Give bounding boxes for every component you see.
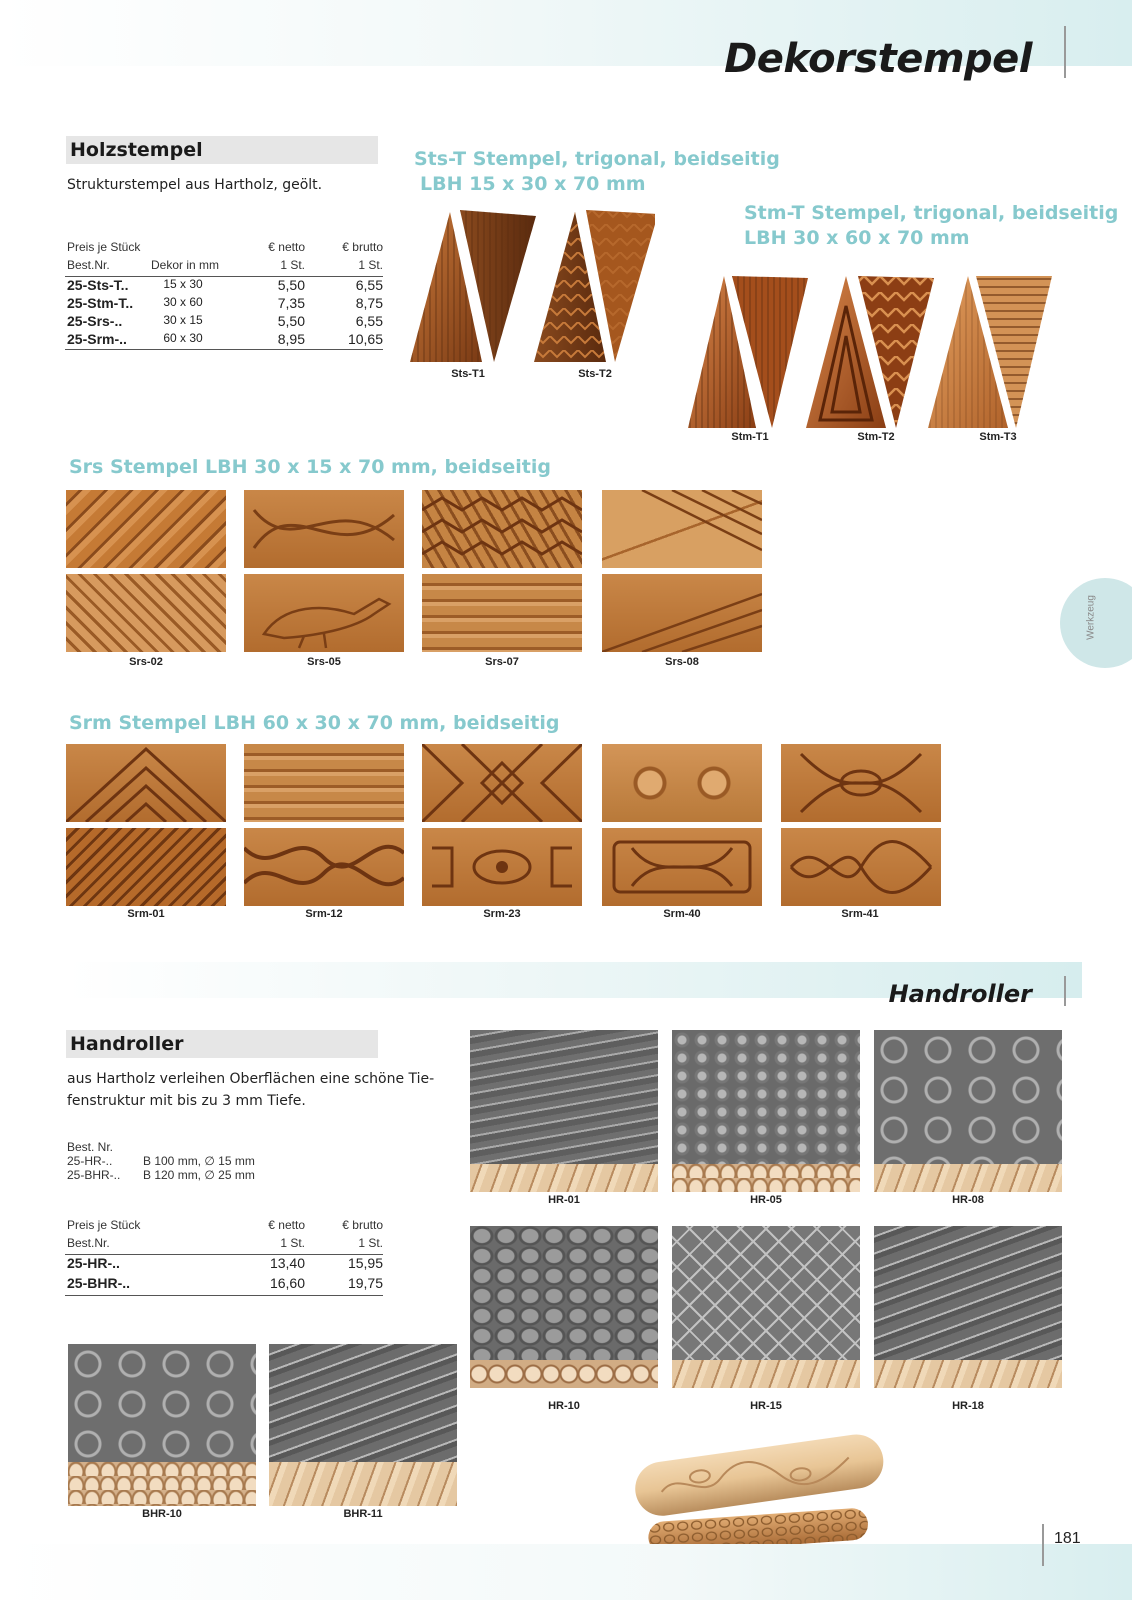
diamond-motif	[422, 744, 582, 822]
srs-02-bottom-image	[66, 574, 226, 652]
handroller-spec: Best. Nr. 25-HR-.. B 100 mm, ∅ 15 mm 25-BHR-.. B 120 mm, ∅ 25 mm	[67, 1140, 327, 1182]
large-roller	[632, 1431, 887, 1519]
handroller-price-table	[65, 1218, 383, 1296]
srm-40-top-image	[602, 744, 762, 822]
table-row: 25-BHR-.. 16,60 19,75	[67, 1275, 383, 1291]
srs-05-top-image	[244, 490, 404, 568]
item-caption: Srs-07	[485, 656, 519, 668]
srm-40-bottom-image	[602, 828, 762, 906]
srm-heading: Srm Stempel LBH 60 x 30 x 70 mm, beidseitig	[69, 712, 560, 734]
item-caption: HR-01	[548, 1194, 580, 1206]
braid-motif	[244, 490, 404, 568]
table-row: 25-Srm-.. 60 x 30 8,95 10,65	[67, 331, 383, 347]
hr-01-image	[470, 1030, 658, 1192]
item-caption: Srm-41	[841, 908, 879, 920]
srm-12-top-image	[244, 744, 404, 822]
srs-08-bottom-image	[602, 574, 762, 652]
spec-row: 25-HR-.. B 100 mm, ∅ 15 mm	[67, 1154, 255, 1168]
item-caption: Srs-08	[665, 656, 699, 668]
roller-strip	[874, 1360, 1062, 1388]
item-caption: Srs-05	[307, 656, 341, 668]
table-header-row: Preis je Stück € netto € brutto	[67, 240, 383, 254]
srs-08-top-image	[602, 490, 762, 568]
srs-05-bottom-image	[244, 574, 404, 652]
item-caption: Srm-01	[127, 908, 165, 920]
knot-motif	[781, 744, 941, 822]
table-rule	[65, 349, 383, 350]
table-row: 25-Srs-.. 30 x 15 5,50 6,55	[67, 313, 383, 329]
hr-05-image	[672, 1030, 860, 1192]
table-row: 25-HR-.. 13,40 15,95	[67, 1255, 383, 1271]
srs-02-top-image	[66, 490, 226, 568]
item-caption: Srm-23	[483, 908, 521, 920]
item-caption: Stm-T2	[857, 431, 895, 443]
item-caption: HR-08	[952, 1194, 984, 1206]
srs-07-bottom-image	[422, 574, 582, 652]
bhr-10-image	[68, 1344, 256, 1506]
roller-strip	[269, 1462, 457, 1506]
knot-motif	[781, 828, 941, 906]
handroller-banner-title: Handroller	[888, 980, 1032, 1008]
page-number: 181	[1054, 1530, 1081, 1547]
zigzag-motif	[422, 490, 582, 568]
srm-01-bottom-image	[66, 828, 226, 906]
hr-15-image	[672, 1226, 860, 1388]
stripes-motif	[602, 574, 762, 652]
srs-heading: Srs Stempel LBH 30 x 15 x 70 mm, beidseitig	[69, 456, 551, 478]
holzstempel-heading: Holzstempel	[66, 136, 378, 164]
roller-strip	[68, 1462, 256, 1506]
roller-strip	[672, 1360, 860, 1388]
bhr-11-image	[269, 1344, 457, 1506]
item-caption: HR-18	[952, 1400, 984, 1412]
srm-01-top-image	[66, 744, 226, 822]
table-row: 25-Sts-T.. 15 x 30 5,50 6,55	[67, 277, 383, 293]
spec-row: 25-BHR-.. B 120 mm, ∅ 25 mm	[67, 1168, 255, 1182]
item-caption: Sts-T1	[451, 368, 485, 380]
item-caption: HR-05	[750, 1194, 782, 1206]
table-rule	[65, 1295, 383, 1296]
item-caption: HR-15	[750, 1400, 782, 1412]
title-divider	[1064, 976, 1066, 1006]
roller-strip	[874, 1164, 1062, 1192]
hr-08-image	[874, 1030, 1062, 1192]
stm-triangle-images	[688, 276, 1073, 438]
table-header-row: Best.Nr. 1 St. 1 St.	[67, 1236, 383, 1250]
handroller-heading: Handroller	[66, 1030, 378, 1058]
roller-strip	[470, 1164, 658, 1192]
holzstempel-description: Strukturstempel aus Hartholz, geölt.	[67, 177, 323, 193]
srm-41-bottom-image	[781, 828, 941, 906]
roller-photo	[620, 1418, 920, 1558]
footer-band	[0, 1544, 1132, 1600]
hr-10-image	[470, 1226, 658, 1388]
knot-motif	[602, 828, 762, 906]
table-header-row: Best.Nr. Dekor in mm 1 St. 1 St.	[67, 258, 383, 272]
item-caption: BHR-11	[343, 1508, 383, 1520]
bird-motif	[244, 574, 404, 652]
table-row: 25-Stm-T.. 30 x 60 7,35 8,75	[67, 295, 383, 311]
srm-41-top-image	[781, 744, 941, 822]
roller-strip	[470, 1360, 658, 1388]
side-tab-label: Werkzeug	[1085, 595, 1097, 640]
item-caption: Stm-T1	[731, 431, 769, 443]
braid-motif	[244, 828, 404, 906]
srm-23-bottom-image	[422, 828, 582, 906]
item-caption: Srm-40	[663, 908, 701, 920]
roller-strip	[672, 1164, 860, 1192]
srs-07-top-image	[422, 490, 582, 568]
tribal-motif	[422, 828, 582, 906]
stripes-motif	[602, 490, 762, 568]
holzstempel-price-table	[65, 240, 383, 350]
item-caption: HR-10	[548, 1400, 580, 1412]
chevron-motif	[66, 744, 226, 822]
page-number-divider	[1042, 1524, 1044, 1566]
srm-23-top-image	[422, 744, 582, 822]
stm-heading: Stm-T Stempel, trigonal, beidseitig LBH 30 x 60 x 70 mm	[744, 202, 1119, 249]
item-caption: Srm-12	[305, 908, 343, 920]
handroller-description: aus Hartholz verleihen Oberflächen eine schöne Tie- fenstruktur mit bis zu 3 mm Tiefe.	[67, 1071, 435, 1109]
title-divider	[1064, 26, 1066, 78]
table-header-row: Preis je Stück € netto € brutto	[67, 1218, 383, 1232]
page-title: Dekorstempel	[724, 36, 1032, 82]
item-caption: Sts-T2	[578, 368, 612, 380]
srm-12-bottom-image	[244, 828, 404, 906]
item-caption: Srs-02	[129, 656, 163, 668]
sts-triangle-images	[410, 210, 655, 376]
hr-18-image	[874, 1226, 1062, 1388]
sts-heading: Sts-T Stempel, trigonal, beidseitig LBH 15 x 30 x 70 mm	[414, 148, 780, 195]
item-caption: BHR-10	[142, 1508, 182, 1520]
item-caption: Stm-T3	[979, 431, 1017, 443]
